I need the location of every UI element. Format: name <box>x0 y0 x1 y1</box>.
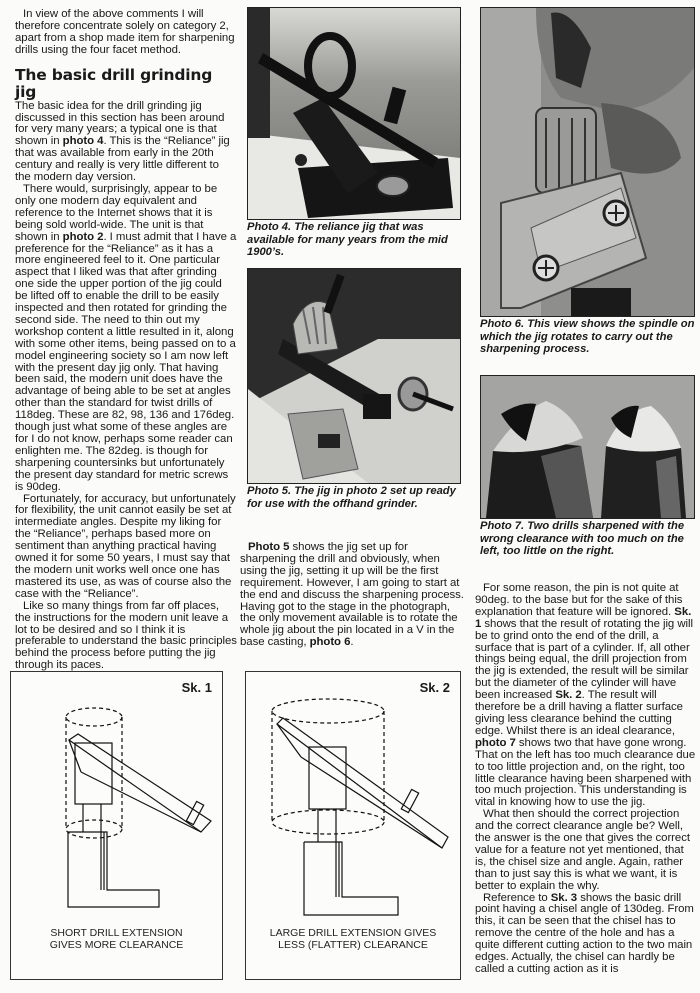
paragraph: Like so many things from far off places, the instructions for the modern unit leave a lot to be desired and so I think it is preferable to understand the basic principles behind the process before putting the jig through its paces. <box>15 599 237 672</box>
photo-5-caption: Photo 5. The jig in photo 2 set up ready for use with the offhand grinder. <box>247 485 456 510</box>
photo-reference: photo 7 <box>475 736 516 749</box>
paragraph: Reference to Sk. 3 shows the basic drill point having a chisel angle of 130deg. From this, it can be seen that the chisel has to remove the centre of the hole and has a quite different cutting action to the two main edges. Actually, the chisel can hardly be called a cutting action as it is <box>475 891 694 975</box>
photo-reference: Photo 5 <box>248 541 290 553</box>
photo-reference: photo 6 <box>309 636 351 649</box>
photo-7 <box>480 375 695 519</box>
paragraph: There would, surprisingly, appear to be only one modern day equivalent and reference to the Internet shows that it is being sold world-wide. The unit is that shown in photo 2. I must admit that I have a preference for the “Reliance” as it has a more engineered feel to it. One particular aspect that I liked was that after grinding one side the upper portion of the jig could be lifted off to enable the drill to be easily inspected and then rotated for grinding the second side. The need to thin out my workshop content a little resulted in it, along with some other items, being passed on to a model engineering society so I am now left with the present day jig only. That having been said, the modern unit does have the advantage of being able to be set at angles other than the standard for twist drills of 118deg. These are 82, 98, 136 and 176deg. though just what some of these angles are for I do not know, perhaps some reader can enlighten me. The 82deg. is though for sharpening countersinks but unfortunately the present day standard for metric screws is 90deg. <box>15 182 237 493</box>
photo-5 <box>247 268 461 484</box>
sketch-1-caption: SHORT DRILL EXTENSION GIVES MORE CLEARANCE <box>49 927 184 951</box>
intro-paragraph: In view of the above comments I will therefore concentrate solely on category 2, apart from a shop made item for sharpening drills using the four facet method. <box>15 8 235 56</box>
sketch-2-caption: LARGE DRILL EXTENSION GIVES LESS (FLATTER) CLEARANCE <box>269 927 437 951</box>
paragraph: What then should the correct projection and the correct clearance angle be? Well, the answer is the one that gives the correct value for a feature not yet mentioned, that is, the chisel size and angle. Again, rather than to just say this is what we want, it is better to explain the why. <box>475 808 690 892</box>
sketch-2 <box>245 671 461 980</box>
sketch-2-label: Sk. 2 <box>419 680 450 695</box>
column-2 <box>240 542 465 649</box>
paragraph: Fortunately, for accuracy, but unfortunately for flexibility, the unit cannot easily be set at intermediate angles. Despite my liking for the “Reliance”, perhaps based more on sentiment than anything practical having owned it for some 50 years, I must say that the modern unit works well once one has mastered its use, as was of course also the case with the “Reliance”. <box>15 492 236 600</box>
column-3 <box>475 583 697 976</box>
section-heading: The basic drill grinding jig <box>15 65 213 101</box>
sketch-1-label: Sk. 1 <box>181 680 212 695</box>
column-1 <box>15 9 237 672</box>
photo-7-caption: Photo 7. Two drills sharpened with the wrong clearance with too much on the left, too little on the right. <box>480 520 685 557</box>
sketch-reference: Sk. 3 <box>550 891 578 904</box>
paragraph: The basic idea for the drill grinding jig discussed in this section has been around for very many years; a typical one is that shown in photo 4. This is the “Reliance” jig that was available from early in the 20th century and really is very little different to the modern day version. <box>15 99 230 184</box>
sketch-reference: Sk. 2 <box>555 689 582 702</box>
photo-6 <box>480 7 695 317</box>
photo-reference: photo 4 <box>62 135 104 148</box>
paragraph: For some reason, the pin is not quite at 90deg. to the base but for the sake of this explanation that feature will be ignored. Sk. 1 shows that the result of rotating the jig will be to grind onto the end of the drill, a surface that is part of a cylinder. If, all other things being equal, the drill projection from the jig is extended, the result will be similar but the diameter of the cylinder will have been increased Sk. 2. The result will therefore be a drill having a flatter surface giving less clearance behind the cutting edge. Whilst there is an ideal clearance, photo 7 shows two that have gone wrong. That on the left has too much clearance due to too little projection and, on the right, too little clearance having been sharpened with too much projection. This understanding is vital in knowing how to use the jig. <box>475 582 696 809</box>
photo-6-caption: Photo 6. This view shows the spindle on which the jig rotates to carry out the sharpening process. <box>480 318 695 355</box>
sketch-reference: Sk. 1 <box>475 605 692 630</box>
photo-reference: photo 2 <box>62 230 104 243</box>
photo-4 <box>247 7 461 220</box>
paragraph: Photo 5 shows the jig set up for sharpening the drill and obviously, when using the jig, setting it up will be the first requirement. However, I am going to start at the end and discuss the sharpening process. Having got to the stage in the photograph, the only movement available is to rotate the whole jig about the pin located in a V in the base casting, photo 6. <box>240 541 464 649</box>
sketch-1 <box>10 671 223 980</box>
photo-4-caption: Photo 4. The reliance jig that was available for many years from the mid 1900’s. <box>247 221 448 258</box>
